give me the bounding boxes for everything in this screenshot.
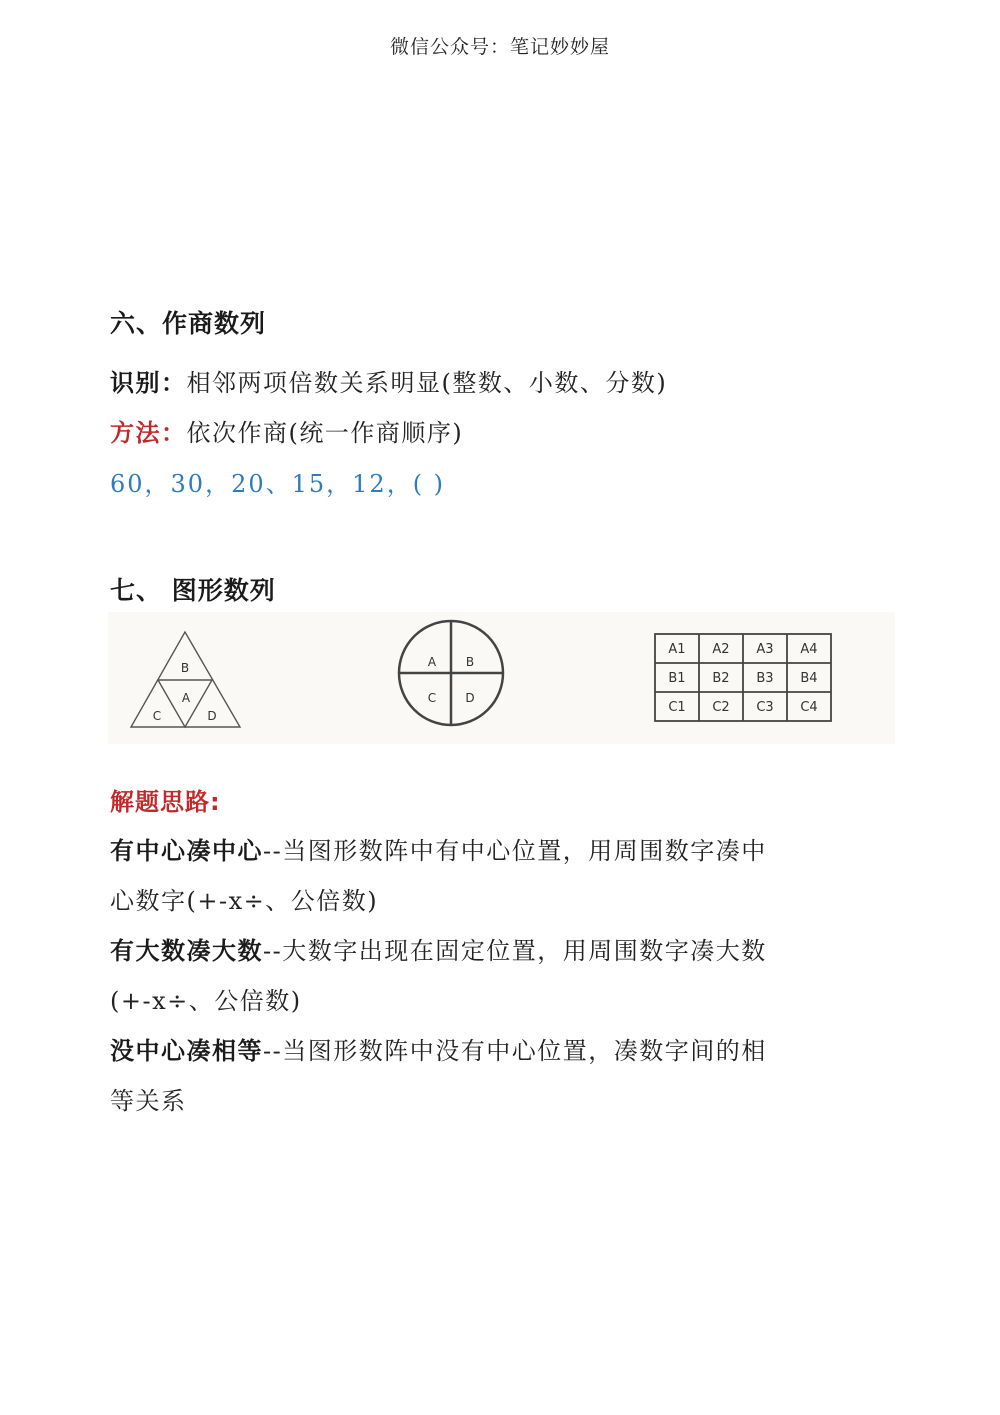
page-header: 微信公众号：笔记妙妙屋 bbox=[389, 36, 610, 58]
rule3-line-2: 等关系 bbox=[110, 1087, 187, 1115]
circle-label-d: D bbox=[465, 691, 475, 705]
grid-cell-c1: C1 bbox=[668, 700, 686, 715]
method-line bbox=[110, 413, 463, 448]
triangle-label-d: D bbox=[207, 709, 217, 723]
triangle-figure bbox=[131, 632, 240, 727]
circle-label-a: A bbox=[427, 655, 437, 669]
figure-strip bbox=[108, 612, 895, 744]
identify-label: 识别： bbox=[110, 369, 187, 397]
rule2-text-a: --大数字出现在固定位置，用周围数字凑大数 bbox=[263, 937, 767, 965]
triangle-label-b: B bbox=[180, 661, 190, 675]
triangle-label-a: A bbox=[181, 691, 191, 705]
grid-cell-b3: B3 bbox=[756, 671, 774, 686]
example-sequence: 60，30，20、15，12，( ) bbox=[110, 470, 446, 498]
grid-cell-c2: C2 bbox=[712, 700, 730, 715]
rule3-line-1 bbox=[110, 1031, 767, 1066]
grid-cell-a4: A4 bbox=[800, 642, 818, 657]
grid-cell-b4: B4 bbox=[800, 671, 818, 686]
identify-text: 相邻两项倍数关系明显(整数、小数、分数) bbox=[186, 369, 668, 397]
grid-cell-c3: C3 bbox=[756, 700, 774, 715]
grid-cell-a2: A2 bbox=[712, 642, 730, 657]
grid-cell-a1: A1 bbox=[668, 642, 686, 657]
method-text: 依次作商(统一作商顺序) bbox=[186, 419, 464, 447]
rule2-line-1 bbox=[110, 931, 767, 966]
circle-figure bbox=[399, 621, 503, 725]
grid-cell-b1: B1 bbox=[668, 671, 686, 686]
circle-label-c: C bbox=[427, 691, 437, 705]
triangle-label-c: C bbox=[152, 709, 162, 723]
identify-line bbox=[110, 363, 667, 398]
rule2-line-2: (+-x÷、公倍数) bbox=[110, 987, 302, 1015]
rule3-label: 没中心凑相等 bbox=[110, 1037, 263, 1065]
rule1-line-1 bbox=[110, 831, 767, 866]
section6-title: 六、作商数列 bbox=[110, 309, 267, 338]
grid-cell-c4: C4 bbox=[800, 700, 818, 715]
solution-title: 解题思路: bbox=[110, 788, 221, 816]
method-label: 方法： bbox=[110, 419, 187, 447]
grid-cell-b2: B2 bbox=[712, 671, 730, 686]
rule1-label: 有中心凑中心 bbox=[110, 837, 263, 865]
section7-title: 七、 图形数列 bbox=[110, 576, 276, 605]
rule3-text-a: --当图形数阵中没有中心位置，凑数字间的相 bbox=[263, 1037, 767, 1065]
rule1-text-a: --当图形数阵中有中心位置，用周围数字凑中 bbox=[263, 837, 767, 865]
figures-svg bbox=[108, 612, 895, 744]
grid-cell-a3: A3 bbox=[756, 642, 774, 657]
circle-label-b: B bbox=[465, 655, 475, 669]
rule1-line-2: 心数字(+-x÷、公倍数) bbox=[110, 887, 379, 915]
rule2-label: 有大数凑大数 bbox=[110, 937, 263, 965]
